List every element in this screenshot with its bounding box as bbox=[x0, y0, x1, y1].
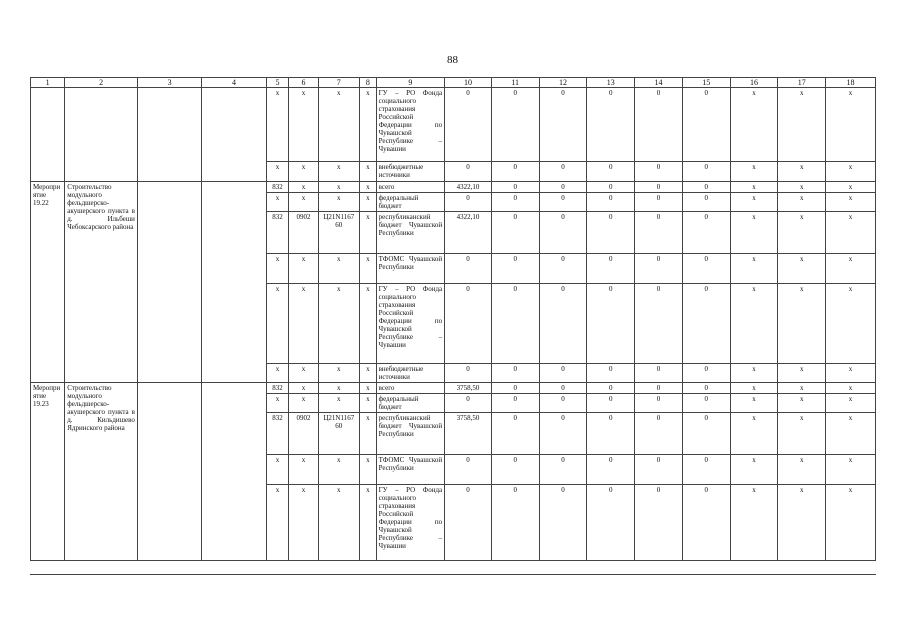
table-row bbox=[31, 88, 876, 162]
cell-c11: 0 bbox=[491, 254, 539, 284]
cell-c12: 0 bbox=[539, 254, 587, 284]
cell-c11: 0 bbox=[491, 284, 539, 364]
cell-c10: 0 bbox=[445, 88, 492, 162]
cell-c11: 0 bbox=[491, 364, 539, 383]
cell-c9: ТФОМС Чувашской Республики bbox=[376, 254, 445, 284]
cell-c9: внебюджетные источники bbox=[376, 364, 445, 383]
cell-c5: 832 bbox=[266, 212, 289, 254]
cell-c6: x bbox=[289, 485, 318, 561]
cell-c13: 0 bbox=[587, 394, 635, 413]
page-number: 88 bbox=[447, 54, 458, 66]
cell-c13: 0 bbox=[587, 182, 635, 193]
cell-c15: 0 bbox=[682, 413, 730, 455]
cell-c7: x bbox=[318, 254, 360, 284]
cell-c13: 0 bbox=[587, 383, 635, 394]
cell-c8: x bbox=[360, 364, 377, 383]
cell-c12: 0 bbox=[539, 182, 587, 193]
cell-c16: x bbox=[730, 162, 778, 182]
column-header: 13 bbox=[587, 78, 635, 88]
cell-c6: x bbox=[289, 455, 318, 485]
cell-c6: x bbox=[289, 193, 318, 212]
column-header: 12 bbox=[539, 78, 587, 88]
cell-c17: x bbox=[778, 284, 826, 364]
cell-c15: 0 bbox=[682, 212, 730, 254]
measure-name-cell: Строительство модульного фельдшерско-акушерского пункта в д. Кильдишево Ядринского района bbox=[65, 383, 138, 561]
cell-c9: ГУ – РО Фонда социального страхования Российской Федерации по Чувашской Республике – Чувашии bbox=[376, 88, 445, 162]
column-header: 6 bbox=[289, 78, 318, 88]
cell-c6: 0902 bbox=[289, 212, 318, 254]
cell-c9: федеральный бюджет bbox=[376, 394, 445, 413]
measure-name-cell bbox=[65, 88, 138, 182]
column-header: 16 bbox=[730, 78, 778, 88]
cell-c10: 0 bbox=[445, 162, 492, 182]
cell-c18: x bbox=[826, 162, 876, 182]
cell-c9: ТФОМС Чувашской Республики bbox=[376, 455, 445, 485]
cell-c10: 0 bbox=[445, 193, 492, 212]
cell-c12: 0 bbox=[539, 162, 587, 182]
cell-c14: 0 bbox=[635, 212, 683, 254]
column-header: 18 bbox=[826, 78, 876, 88]
cell-c13: 0 bbox=[587, 254, 635, 284]
cell-c8: x bbox=[360, 212, 377, 254]
column-header: 1 bbox=[31, 78, 65, 88]
column-header: 9 bbox=[376, 78, 445, 88]
cell-c7: x bbox=[318, 162, 360, 182]
measure-label-cell: Мероприятие 19.22 bbox=[31, 182, 65, 383]
column-header: 14 bbox=[635, 78, 683, 88]
cell-c9: федеральный бюджет bbox=[376, 193, 445, 212]
cell-c13: 0 bbox=[587, 485, 635, 561]
cell-c12: 0 bbox=[539, 88, 587, 162]
cell-c7: x bbox=[318, 383, 360, 394]
cell-c16: x bbox=[730, 413, 778, 455]
cell-c18: x bbox=[826, 394, 876, 413]
cell-c6: x bbox=[289, 88, 318, 162]
cell-c17: x bbox=[778, 162, 826, 182]
cell-c15: 0 bbox=[682, 364, 730, 383]
empty-cell bbox=[202, 182, 266, 383]
cell-c6: x bbox=[289, 383, 318, 394]
cell-c9: всего bbox=[376, 383, 445, 394]
cell-c11: 0 bbox=[491, 162, 539, 182]
cell-c9: республиканский бюджет Чувашской Республики bbox=[376, 212, 445, 254]
cell-c6: x bbox=[289, 254, 318, 284]
cell-c14: 0 bbox=[635, 383, 683, 394]
cell-c18: x bbox=[826, 413, 876, 455]
cell-c8: x bbox=[360, 383, 377, 394]
cell-c5: x bbox=[266, 162, 289, 182]
cell-c10: 0 bbox=[445, 455, 492, 485]
cell-c11: 0 bbox=[491, 394, 539, 413]
cell-c14: 0 bbox=[635, 162, 683, 182]
cell-c12: 0 bbox=[539, 394, 587, 413]
cell-c5: 832 bbox=[266, 182, 289, 193]
cell-c12: 0 bbox=[539, 284, 587, 364]
cell-c16: x bbox=[730, 455, 778, 485]
cell-c7: x bbox=[318, 182, 360, 193]
cell-c7: Ц21N1167 60 bbox=[318, 413, 360, 455]
cell-c14: 0 bbox=[635, 182, 683, 193]
cell-c9: внебюджетные источники bbox=[376, 162, 445, 182]
cell-c11: 0 bbox=[491, 485, 539, 561]
column-header: 5 bbox=[266, 78, 289, 88]
cell-c16: x bbox=[730, 193, 778, 212]
column-header: 2 bbox=[65, 78, 138, 88]
cell-c13: 0 bbox=[587, 455, 635, 485]
cell-c17: x bbox=[778, 182, 826, 193]
cell-c15: 0 bbox=[682, 383, 730, 394]
cell-c9: ГУ – РО Фонда социального страхования Российской Федерации по Чувашской Республике – Чувашии bbox=[376, 485, 445, 561]
cell-c5: x bbox=[266, 485, 289, 561]
cell-c8: x bbox=[360, 413, 377, 455]
cell-c6: x bbox=[289, 284, 318, 364]
cell-c17: x bbox=[778, 455, 826, 485]
cell-c7: x bbox=[318, 364, 360, 383]
empty-cell bbox=[137, 383, 201, 561]
table-bottom-border bbox=[30, 574, 876, 575]
cell-c11: 0 bbox=[491, 182, 539, 193]
cell-c8: x bbox=[360, 394, 377, 413]
cell-c7: x bbox=[318, 88, 360, 162]
cell-c12: 0 bbox=[539, 455, 587, 485]
cell-c7: Ц21N1167 60 bbox=[318, 212, 360, 254]
cell-c14: 0 bbox=[635, 455, 683, 485]
cell-c18: x bbox=[826, 193, 876, 212]
cell-c18: x bbox=[826, 254, 876, 284]
cell-c8: x bbox=[360, 182, 377, 193]
cell-c18: x bbox=[826, 88, 876, 162]
table-row bbox=[31, 182, 876, 193]
cell-c13: 0 bbox=[587, 364, 635, 383]
cell-c15: 0 bbox=[682, 254, 730, 284]
cell-c12: 0 bbox=[539, 364, 587, 383]
cell-c17: x bbox=[778, 212, 826, 254]
cell-c8: x bbox=[360, 88, 377, 162]
cell-c7: x bbox=[318, 485, 360, 561]
measure-label-cell bbox=[31, 88, 65, 182]
cell-c18: x bbox=[826, 455, 876, 485]
cell-c6: x bbox=[289, 364, 318, 383]
cell-c16: x bbox=[730, 364, 778, 383]
cell-c14: 0 bbox=[635, 254, 683, 284]
cell-c5: x bbox=[266, 455, 289, 485]
cell-c14: 0 bbox=[635, 193, 683, 212]
cell-c18: x bbox=[826, 212, 876, 254]
cell-c16: x bbox=[730, 485, 778, 561]
column-header: 4 bbox=[202, 78, 266, 88]
cell-c8: x bbox=[360, 455, 377, 485]
cell-c5: 832 bbox=[266, 413, 289, 455]
cell-c8: x bbox=[360, 254, 377, 284]
cell-c15: 0 bbox=[682, 193, 730, 212]
cell-c10: 3758,50 bbox=[445, 413, 492, 455]
cell-c10: 4322,10 bbox=[445, 212, 492, 254]
cell-c14: 0 bbox=[635, 88, 683, 162]
cell-c17: x bbox=[778, 88, 826, 162]
cell-c18: x bbox=[826, 485, 876, 561]
cell-c11: 0 bbox=[491, 88, 539, 162]
cell-c16: x bbox=[730, 284, 778, 364]
cell-c7: x bbox=[318, 394, 360, 413]
cell-c15: 0 bbox=[682, 485, 730, 561]
cell-c16: x bbox=[730, 212, 778, 254]
cell-c5: x bbox=[266, 284, 289, 364]
cell-c10: 0 bbox=[445, 284, 492, 364]
cell-c10: 0 bbox=[445, 254, 492, 284]
cell-c10: 0 bbox=[445, 394, 492, 413]
cell-c17: x bbox=[778, 383, 826, 394]
column-header: 15 bbox=[682, 78, 730, 88]
cell-c6: 0902 bbox=[289, 413, 318, 455]
cell-c14: 0 bbox=[635, 364, 683, 383]
cell-c14: 0 bbox=[635, 413, 683, 455]
cell-c15: 0 bbox=[682, 455, 730, 485]
cell-c13: 0 bbox=[587, 413, 635, 455]
measure-name-cell: Строительство модульного фельдшерско-акушерского пункта в д. Ильбеши Чебоксарского района bbox=[65, 182, 138, 383]
cell-c7: x bbox=[318, 455, 360, 485]
empty-cell bbox=[137, 182, 201, 383]
column-header: 7 bbox=[318, 78, 360, 88]
cell-c18: x bbox=[826, 182, 876, 193]
cell-c15: 0 bbox=[682, 394, 730, 413]
cell-c14: 0 bbox=[635, 394, 683, 413]
cell-c11: 0 bbox=[491, 212, 539, 254]
cell-c13: 0 bbox=[587, 88, 635, 162]
cell-c17: x bbox=[778, 413, 826, 455]
cell-c9: республиканский бюджет Чувашской Республики bbox=[376, 413, 445, 455]
cell-c13: 0 bbox=[587, 193, 635, 212]
cell-c6: x bbox=[289, 394, 318, 413]
cell-c18: x bbox=[826, 364, 876, 383]
cell-c6: x bbox=[289, 162, 318, 182]
empty-cell bbox=[202, 383, 266, 561]
cell-c17: x bbox=[778, 193, 826, 212]
cell-c12: 0 bbox=[539, 193, 587, 212]
cell-c12: 0 bbox=[539, 212, 587, 254]
cell-c17: x bbox=[778, 364, 826, 383]
cell-c17: x bbox=[778, 394, 826, 413]
cell-c13: 0 bbox=[587, 162, 635, 182]
cell-c9: ГУ – РО Фонда социального страхования Российской Федерации по Чувашской Республике – Чувашии bbox=[376, 284, 445, 364]
cell-c5: x bbox=[266, 193, 289, 212]
cell-c18: x bbox=[826, 383, 876, 394]
column-header: 8 bbox=[360, 78, 377, 88]
table-row bbox=[31, 383, 876, 394]
cell-c11: 0 bbox=[491, 383, 539, 394]
cell-c17: x bbox=[778, 254, 826, 284]
cell-c5: x bbox=[266, 88, 289, 162]
budget-table bbox=[30, 77, 876, 561]
cell-c5: x bbox=[266, 364, 289, 383]
cell-c10: 4322,10 bbox=[445, 182, 492, 193]
column-header: 10 bbox=[445, 78, 492, 88]
cell-c17: x bbox=[778, 485, 826, 561]
empty-cell bbox=[202, 88, 266, 182]
cell-c5: x bbox=[266, 254, 289, 284]
cell-c15: 0 bbox=[682, 88, 730, 162]
cell-c18: x bbox=[826, 284, 876, 364]
column-header: 3 bbox=[137, 78, 201, 88]
cell-c7: x bbox=[318, 193, 360, 212]
cell-c6: x bbox=[289, 182, 318, 193]
cell-c11: 0 bbox=[491, 193, 539, 212]
header-row bbox=[31, 78, 876, 88]
table-body bbox=[31, 78, 876, 561]
cell-c11: 0 bbox=[491, 455, 539, 485]
cell-c10: 3758,50 bbox=[445, 383, 492, 394]
cell-c8: x bbox=[360, 284, 377, 364]
cell-c10: 0 bbox=[445, 364, 492, 383]
cell-c12: 0 bbox=[539, 413, 587, 455]
cell-c10: 0 bbox=[445, 485, 492, 561]
cell-c16: x bbox=[730, 88, 778, 162]
cell-c8: x bbox=[360, 162, 377, 182]
cell-c14: 0 bbox=[635, 485, 683, 561]
cell-c11: 0 bbox=[491, 413, 539, 455]
cell-c8: x bbox=[360, 485, 377, 561]
column-header: 17 bbox=[778, 78, 826, 88]
cell-c7: x bbox=[318, 284, 360, 364]
empty-cell bbox=[137, 88, 201, 182]
cell-c15: 0 bbox=[682, 284, 730, 364]
cell-c16: x bbox=[730, 383, 778, 394]
cell-c12: 0 bbox=[539, 383, 587, 394]
cell-c12: 0 bbox=[539, 485, 587, 561]
column-header: 11 bbox=[491, 78, 539, 88]
cell-c9: всего bbox=[376, 182, 445, 193]
cell-c8: x bbox=[360, 193, 377, 212]
cell-c14: 0 bbox=[635, 284, 683, 364]
cell-c16: x bbox=[730, 394, 778, 413]
cell-c16: x bbox=[730, 182, 778, 193]
measure-label-cell: Мероприятие 19.23 bbox=[31, 383, 65, 561]
cell-c13: 0 bbox=[587, 212, 635, 254]
cell-c5: 832 bbox=[266, 383, 289, 394]
cell-c15: 0 bbox=[682, 162, 730, 182]
cell-c5: x bbox=[266, 394, 289, 413]
cell-c13: 0 bbox=[587, 284, 635, 364]
cell-c16: x bbox=[730, 254, 778, 284]
cell-c15: 0 bbox=[682, 182, 730, 193]
